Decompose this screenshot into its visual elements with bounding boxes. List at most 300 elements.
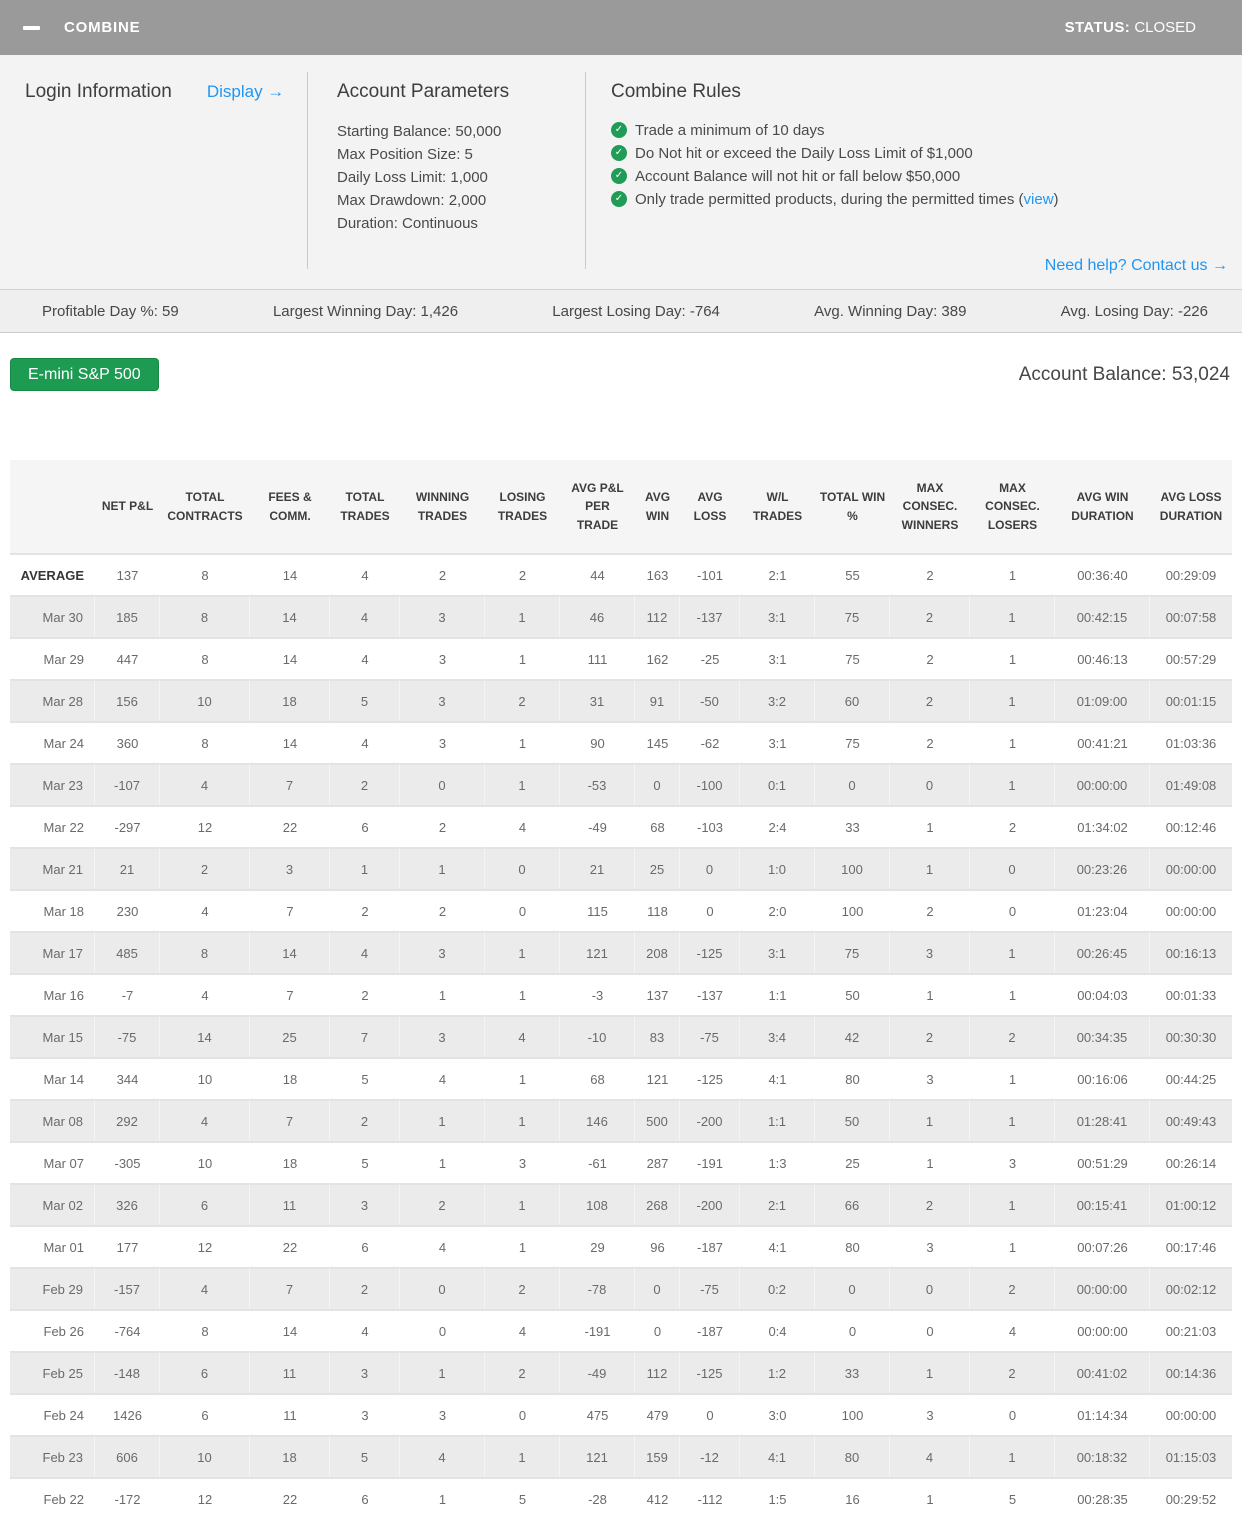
cell: 33 xyxy=(815,1351,890,1393)
cell: 4 xyxy=(160,973,250,1015)
cell: 344 xyxy=(95,1057,160,1099)
cell: 1 xyxy=(400,1099,485,1141)
column-header: W/L TRADES xyxy=(740,460,815,553)
cell: 11 xyxy=(250,1183,330,1225)
cell: 2 xyxy=(970,1015,1055,1057)
cell: 1 xyxy=(485,1225,560,1267)
cell: 0 xyxy=(815,1309,890,1351)
cell: 2:1 xyxy=(740,553,815,595)
cell: 4 xyxy=(160,889,250,931)
cell: -61 xyxy=(560,1141,635,1183)
cell: 3 xyxy=(400,637,485,679)
table-row xyxy=(10,1309,1232,1351)
login-information-title: Login Information xyxy=(25,81,172,102)
check-icon: ✓ xyxy=(611,168,627,184)
cell: 6 xyxy=(160,1393,250,1435)
cell: 5 xyxy=(485,1477,560,1519)
table-row xyxy=(10,1183,1232,1225)
cell: -157 xyxy=(95,1267,160,1309)
cell: 00:21:03 xyxy=(1150,1309,1232,1351)
cell: 00:28:35 xyxy=(1055,1477,1150,1519)
cell: -75 xyxy=(95,1015,160,1057)
cell: 6 xyxy=(330,1225,400,1267)
cell: 3 xyxy=(400,931,485,973)
cell: 1 xyxy=(970,763,1055,805)
cell: -297 xyxy=(95,805,160,847)
cell: 3 xyxy=(890,931,970,973)
cell: 2 xyxy=(890,721,970,763)
cell: 10 xyxy=(160,1141,250,1183)
cell: 01:03:36 xyxy=(1150,721,1232,763)
cell: 6 xyxy=(330,1477,400,1519)
cell: 4 xyxy=(890,1435,970,1477)
cell: 1 xyxy=(970,1225,1055,1267)
cell: -200 xyxy=(680,1183,740,1225)
cell: 1 xyxy=(970,721,1055,763)
window-titlebar xyxy=(0,0,1242,55)
table-row xyxy=(10,1351,1232,1393)
cell: 68 xyxy=(560,1057,635,1099)
cell: 2 xyxy=(330,973,400,1015)
cell: 3 xyxy=(250,847,330,889)
cell: 0 xyxy=(485,847,560,889)
table-row xyxy=(10,1393,1232,1435)
cell: 4 xyxy=(330,595,400,637)
cell: -75 xyxy=(680,1267,740,1309)
cell: 12 xyxy=(160,805,250,847)
cell: 268 xyxy=(635,1183,680,1225)
cell: 33 xyxy=(815,805,890,847)
cell: 1:3 xyxy=(740,1141,815,1183)
cell: 1 xyxy=(970,1183,1055,1225)
cell: 00:41:21 xyxy=(1055,721,1150,763)
cell: 90 xyxy=(560,721,635,763)
cell: -191 xyxy=(560,1309,635,1351)
cell: 8 xyxy=(160,1309,250,1351)
cell: 5 xyxy=(330,679,400,721)
cell: 2 xyxy=(970,1351,1055,1393)
cell: 18 xyxy=(250,1435,330,1477)
corner-cell xyxy=(10,460,95,553)
cell: 68 xyxy=(635,805,680,847)
rule-text: Do Not hit or exceed the Daily Loss Limit of $1,000 xyxy=(635,145,973,162)
cell: 2 xyxy=(890,1015,970,1057)
cell: -53 xyxy=(560,763,635,805)
cell: 412 xyxy=(635,1477,680,1519)
cell: 121 xyxy=(560,1435,635,1477)
table-row xyxy=(10,847,1232,889)
cell: 75 xyxy=(815,721,890,763)
column-header: TOTAL CONTRACTS xyxy=(160,460,250,553)
row-label: Mar 14 xyxy=(10,1057,95,1099)
row-label: Mar 15 xyxy=(10,1015,95,1057)
cell: 25 xyxy=(635,847,680,889)
cell: -78 xyxy=(560,1267,635,1309)
row-label: AVERAGE xyxy=(10,553,95,595)
column-header: TOTAL WIN % xyxy=(815,460,890,553)
cell: 00:23:26 xyxy=(1055,847,1150,889)
column-header: NET P&L xyxy=(95,460,160,553)
cell: 00:29:52 xyxy=(1150,1477,1232,1519)
check-icon: ✓ xyxy=(611,122,627,138)
cell: 3:1 xyxy=(740,595,815,637)
cell: 3 xyxy=(890,1225,970,1267)
cell: 4 xyxy=(400,1225,485,1267)
cell: 0 xyxy=(890,1267,970,1309)
cell: 1 xyxy=(890,805,970,847)
cell: 50 xyxy=(815,973,890,1015)
cell: 00:44:25 xyxy=(1150,1057,1232,1099)
account-balance: Account Balance: 53,024 xyxy=(1018,363,1230,385)
row-label: Mar 28 xyxy=(10,679,95,721)
cell: 2 xyxy=(330,889,400,931)
cell: 1 xyxy=(485,1435,560,1477)
instrument-tab-emini-sp500[interactable]: E-mini S&P 500 xyxy=(10,358,159,391)
cell: 3 xyxy=(970,1141,1055,1183)
row-label: Feb 22 xyxy=(10,1477,95,1519)
cell: 121 xyxy=(635,1057,680,1099)
table-row xyxy=(10,805,1232,847)
param-max-drawdown: Max Drawdown: 2,000 xyxy=(337,192,487,209)
cell: 1 xyxy=(400,973,485,1015)
cell: -49 xyxy=(560,805,635,847)
cell: 2:0 xyxy=(740,889,815,931)
cell: -10 xyxy=(560,1015,635,1057)
display-link[interactable]: Display → xyxy=(206,82,285,101)
cell: 22 xyxy=(250,805,330,847)
cell: 22 xyxy=(250,1225,330,1267)
cell: 00:36:40 xyxy=(1055,553,1150,595)
cell: 159 xyxy=(635,1435,680,1477)
row-label: Mar 30 xyxy=(10,595,95,637)
cell: 137 xyxy=(95,553,160,595)
cell: 4 xyxy=(330,721,400,763)
cell: 2 xyxy=(890,595,970,637)
cell: 01:34:02 xyxy=(1055,805,1150,847)
cell: 14 xyxy=(250,721,330,763)
cell: 14 xyxy=(250,595,330,637)
cell: 2 xyxy=(400,553,485,595)
daily-stats-table xyxy=(10,460,1232,1519)
row-label: Mar 21 xyxy=(10,847,95,889)
cell: 0 xyxy=(815,763,890,805)
cell: 0 xyxy=(400,1267,485,1309)
cell: 14 xyxy=(250,637,330,679)
rule-text: Trade a minimum of 10 days xyxy=(635,122,825,139)
info-section xyxy=(0,55,1242,290)
table-row xyxy=(10,973,1232,1015)
cell: 1 xyxy=(485,1099,560,1141)
cell: 0 xyxy=(400,1309,485,1351)
row-label: Feb 24 xyxy=(10,1393,95,1435)
cell: 4 xyxy=(330,931,400,973)
cell: 18 xyxy=(250,679,330,721)
cell: 3 xyxy=(485,1141,560,1183)
row-label: Mar 23 xyxy=(10,763,95,805)
cell: -187 xyxy=(680,1225,740,1267)
cell: 00:26:14 xyxy=(1150,1141,1232,1183)
cell: 5 xyxy=(970,1477,1055,1519)
cell: 4 xyxy=(330,637,400,679)
cell: 1 xyxy=(485,931,560,973)
cell: 4 xyxy=(485,1309,560,1351)
cell: 2 xyxy=(330,763,400,805)
cell: -49 xyxy=(560,1351,635,1393)
stat-largest-losing-day: Largest Losing Day: -764 xyxy=(552,302,720,320)
cell: 01:23:04 xyxy=(1055,889,1150,931)
view-link[interactable]: view xyxy=(1023,191,1054,208)
rule-item xyxy=(611,119,1218,142)
cell: 121 xyxy=(560,931,635,973)
cell: 100 xyxy=(815,889,890,931)
daily-stats-table-wrap xyxy=(10,460,1232,1519)
cell: 01:09:00 xyxy=(1055,679,1150,721)
cell: 11 xyxy=(250,1393,330,1435)
cell: 00:16:13 xyxy=(1150,931,1232,973)
row-label: Feb 29 xyxy=(10,1267,95,1309)
cell: 01:00:12 xyxy=(1150,1183,1232,1225)
cell: 00:57:29 xyxy=(1150,637,1232,679)
param-duration: Duration: Continuous xyxy=(337,215,478,232)
cell: -305 xyxy=(95,1141,160,1183)
cell: 2 xyxy=(330,1099,400,1141)
summary-stats-bar xyxy=(0,290,1242,333)
cell: 1 xyxy=(890,973,970,1015)
cell: 00:07:26 xyxy=(1055,1225,1150,1267)
table-row xyxy=(10,1057,1232,1099)
row-label: Mar 08 xyxy=(10,1099,95,1141)
cell: 208 xyxy=(635,931,680,973)
cell: 46 xyxy=(560,595,635,637)
cell: 137 xyxy=(635,973,680,1015)
cell: 1 xyxy=(485,1057,560,1099)
cell: 4:1 xyxy=(740,1057,815,1099)
cell: 01:14:34 xyxy=(1055,1393,1150,1435)
cell: 10 xyxy=(160,679,250,721)
cell: 1 xyxy=(970,553,1055,595)
cell: 12 xyxy=(160,1225,250,1267)
cell: -107 xyxy=(95,763,160,805)
cell: 3 xyxy=(400,679,485,721)
cell: 75 xyxy=(815,637,890,679)
check-icon: ✓ xyxy=(611,191,627,207)
cell: 0 xyxy=(890,1309,970,1351)
cell: 2 xyxy=(400,805,485,847)
cell: 287 xyxy=(635,1141,680,1183)
row-label: Mar 02 xyxy=(10,1183,95,1225)
cell: 10 xyxy=(160,1435,250,1477)
row-label: Feb 26 xyxy=(10,1309,95,1351)
cell: 3 xyxy=(400,1015,485,1057)
cell: 80 xyxy=(815,1435,890,1477)
cell: 18 xyxy=(250,1057,330,1099)
cell: 0 xyxy=(680,889,740,931)
rule-text-suffix: ) xyxy=(1053,191,1059,208)
cell: 1 xyxy=(970,1435,1055,1477)
cell: -112 xyxy=(680,1477,740,1519)
cell: 7 xyxy=(330,1015,400,1057)
cell: 3 xyxy=(330,1183,400,1225)
cell: 3 xyxy=(890,1393,970,1435)
cell: 00:18:32 xyxy=(1055,1435,1150,1477)
cell: 3:1 xyxy=(740,721,815,763)
table-row xyxy=(10,595,1232,637)
cell: 1 xyxy=(970,637,1055,679)
stat-avg-losing-day: Avg. Losing Day: -226 xyxy=(1060,302,1208,320)
cell: 1 xyxy=(485,721,560,763)
cell: 80 xyxy=(815,1057,890,1099)
cell: 75 xyxy=(815,595,890,637)
row-label: Mar 18 xyxy=(10,889,95,931)
cell: 4:1 xyxy=(740,1435,815,1477)
cell: 0:2 xyxy=(740,1267,815,1309)
cell: 3 xyxy=(400,595,485,637)
column-header: TOTAL TRADES xyxy=(330,460,400,553)
cell: 3 xyxy=(400,1393,485,1435)
cell: 0 xyxy=(890,763,970,805)
cell: 2 xyxy=(890,679,970,721)
param-daily-loss-limit: Daily Loss Limit: 1,000 xyxy=(337,169,488,186)
table-row xyxy=(10,889,1232,931)
cell: 7 xyxy=(250,1099,330,1141)
table-row xyxy=(10,1015,1232,1057)
rule-text: Only trade permitted products, during the permitted times ( xyxy=(635,191,1024,208)
contact-us-link[interactable]: Need help? Contact us → xyxy=(1044,257,1228,274)
cell: 22 xyxy=(250,1477,330,1519)
cell: 5 xyxy=(330,1435,400,1477)
cell: 1 xyxy=(485,973,560,1015)
cell: 11 xyxy=(250,1351,330,1393)
cell: 0 xyxy=(970,889,1055,931)
column-header: LOSING TRADES xyxy=(485,460,560,553)
table-row xyxy=(10,1435,1232,1477)
cell: 1 xyxy=(485,637,560,679)
cell: 25 xyxy=(250,1015,330,1057)
cell: 3:2 xyxy=(740,679,815,721)
cell: 12 xyxy=(160,1477,250,1519)
cell: 00:16:06 xyxy=(1055,1057,1150,1099)
balance-row xyxy=(10,358,1230,391)
cell: 00:12:46 xyxy=(1150,805,1232,847)
cell: 5 xyxy=(330,1057,400,1099)
account-parameters-panel xyxy=(308,55,585,289)
cell: -137 xyxy=(680,595,740,637)
cell: 8 xyxy=(160,637,250,679)
cell: 108 xyxy=(560,1183,635,1225)
cell: 111 xyxy=(560,637,635,679)
cell: 4 xyxy=(330,1309,400,1351)
cell: 3:0 xyxy=(740,1393,815,1435)
cell: 185 xyxy=(95,595,160,637)
cell: 4:1 xyxy=(740,1225,815,1267)
cell: 1 xyxy=(400,1141,485,1183)
column-header: WINNING TRADES xyxy=(400,460,485,553)
cell: 177 xyxy=(95,1225,160,1267)
cell: 7 xyxy=(250,763,330,805)
cell: 4 xyxy=(160,763,250,805)
cell: 14 xyxy=(250,1309,330,1351)
account-balance-value: 53,024 xyxy=(1171,363,1230,385)
cell: 2 xyxy=(400,889,485,931)
cell: 3 xyxy=(330,1351,400,1393)
cell: 2:1 xyxy=(740,1183,815,1225)
cell: 01:28:41 xyxy=(1055,1099,1150,1141)
cell: 2 xyxy=(970,1267,1055,1309)
cell: 00:00:00 xyxy=(1150,889,1232,931)
cell: 00:29:09 xyxy=(1150,553,1232,595)
table-row xyxy=(10,721,1232,763)
cell: 16 xyxy=(815,1477,890,1519)
cell: 1 xyxy=(970,1099,1055,1141)
cell: 00:01:15 xyxy=(1150,679,1232,721)
row-label: Mar 17 xyxy=(10,931,95,973)
cell: 00:14:36 xyxy=(1150,1351,1232,1393)
cell: 6 xyxy=(160,1351,250,1393)
cell: 00:00:00 xyxy=(1150,1393,1232,1435)
cell: 55 xyxy=(815,553,890,595)
cell: 500 xyxy=(635,1099,680,1141)
cell: 1 xyxy=(890,1351,970,1393)
cell: 1 xyxy=(890,1141,970,1183)
cell: -148 xyxy=(95,1351,160,1393)
cell: 326 xyxy=(95,1183,160,1225)
column-header: FEES & COMM. xyxy=(250,460,330,553)
cell: 1 xyxy=(970,1057,1055,1099)
stat-avg-winning-day: Avg. Winning Day: 389 xyxy=(814,302,967,320)
cell: -187 xyxy=(680,1309,740,1351)
table-row xyxy=(10,1225,1232,1267)
cell: -125 xyxy=(680,1057,740,1099)
table-row xyxy=(10,763,1232,805)
row-label: Feb 23 xyxy=(10,1435,95,1477)
combine-rules-panel xyxy=(586,55,1242,289)
status-indicator xyxy=(1065,19,1196,36)
cell: 0 xyxy=(485,1393,560,1435)
cell: 00:02:12 xyxy=(1150,1267,1232,1309)
cell: 1 xyxy=(890,1477,970,1519)
cell: 00:30:30 xyxy=(1150,1015,1232,1057)
cell: 21 xyxy=(560,847,635,889)
cell: 1 xyxy=(485,1183,560,1225)
cell: 1 xyxy=(485,595,560,637)
cell: 60 xyxy=(815,679,890,721)
cell: 83 xyxy=(635,1015,680,1057)
cell: -50 xyxy=(680,679,740,721)
cell: 292 xyxy=(95,1099,160,1141)
cell: 447 xyxy=(95,637,160,679)
param-starting-balance: Starting Balance: 50,000 xyxy=(337,123,502,140)
cell: 2 xyxy=(485,679,560,721)
cell: 145 xyxy=(635,721,680,763)
cell: 1:1 xyxy=(740,1099,815,1141)
cell: 80 xyxy=(815,1225,890,1267)
login-information-panel xyxy=(0,55,307,289)
cell: 2 xyxy=(160,847,250,889)
cell: 00:26:45 xyxy=(1055,931,1150,973)
minimize-icon[interactable] xyxy=(23,26,40,30)
cell: 91 xyxy=(635,679,680,721)
cell: 8 xyxy=(160,721,250,763)
cell: 1 xyxy=(970,973,1055,1015)
cell: 1:2 xyxy=(740,1351,815,1393)
cell: 00:15:41 xyxy=(1055,1183,1150,1225)
cell: 0 xyxy=(635,763,680,805)
cell: 0 xyxy=(635,1267,680,1309)
cell: 4 xyxy=(970,1309,1055,1351)
cell: 2:4 xyxy=(740,805,815,847)
cell: 44 xyxy=(560,553,635,595)
cell: 0 xyxy=(485,889,560,931)
